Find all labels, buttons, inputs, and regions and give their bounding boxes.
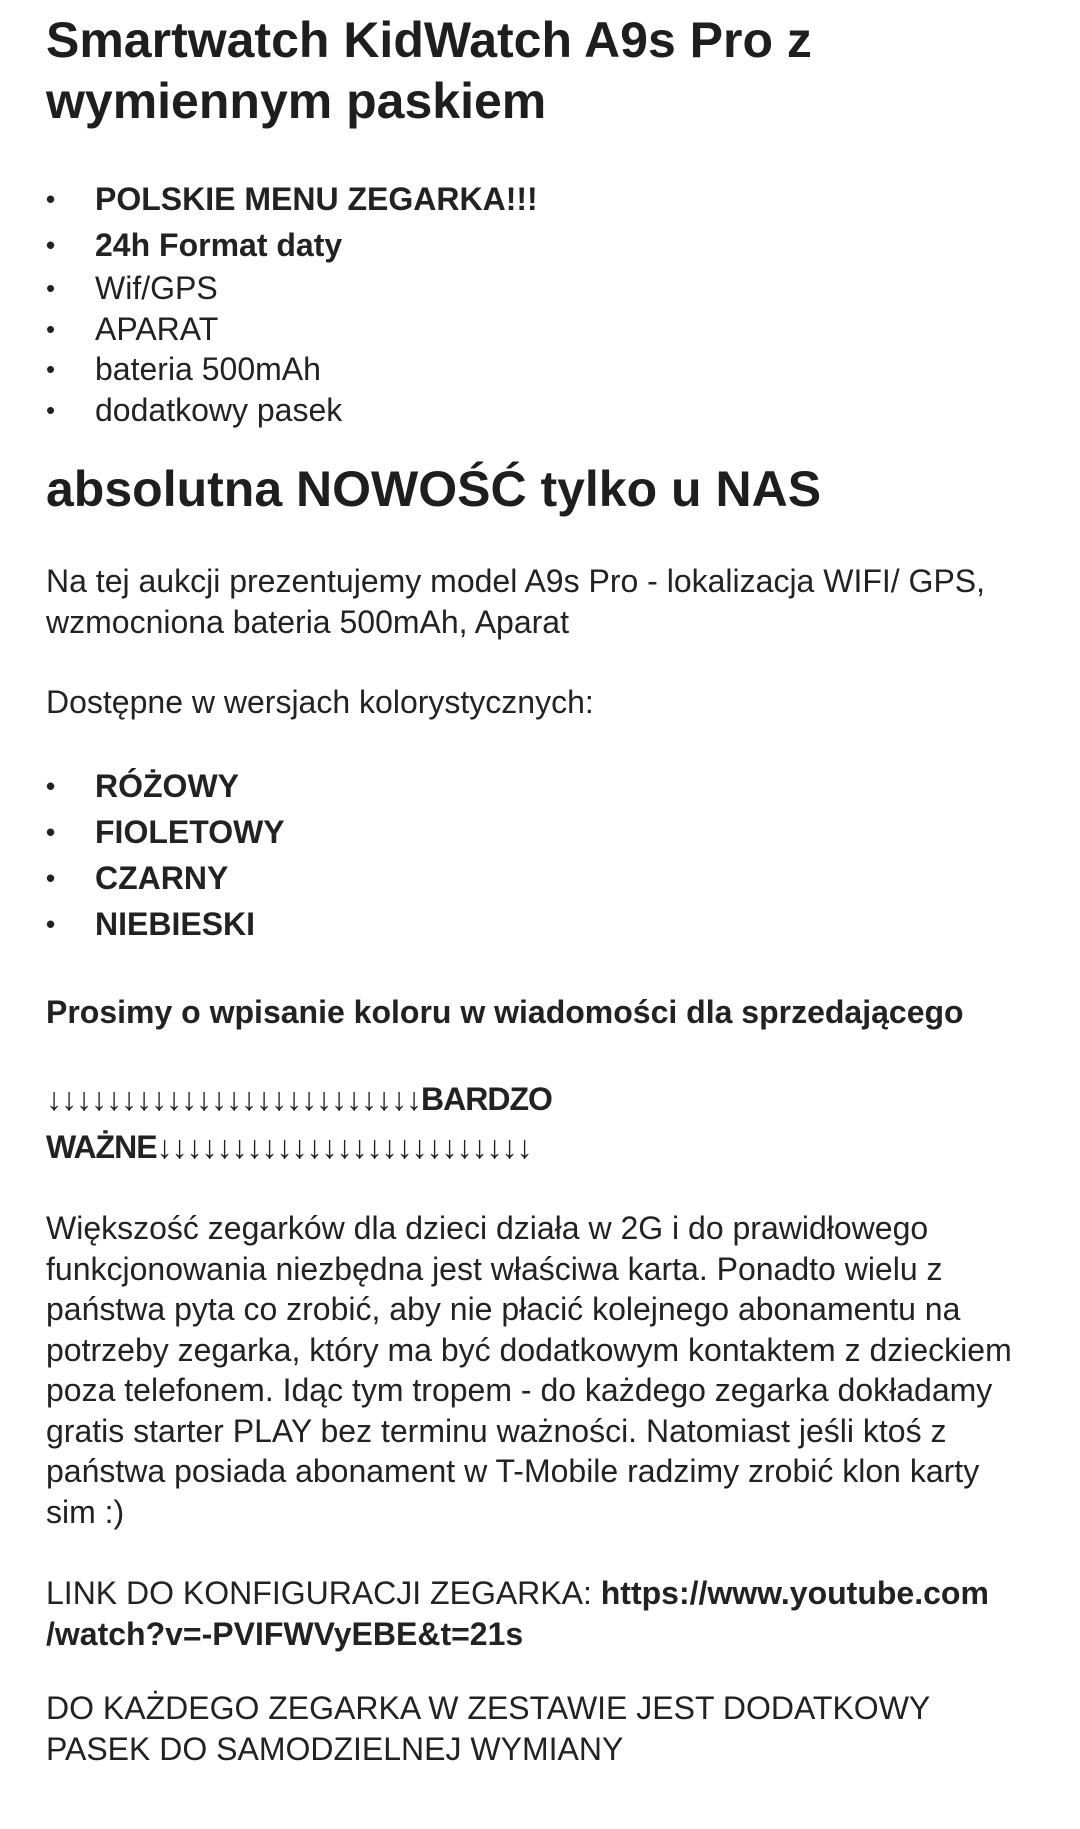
feature-item [46,309,1034,350]
sim-card-info: Większość zegarków dla dzieci działa w 2G i do prawidłowego funkcjonowania niezbędna jest właściwa karta. Ponadto wielu z państwa pyta co zrobić, aby nie płacić kolejnego abonamentu na potrzeby zegarka, który ma być dodatkowym kontaktem z dzieckiem poza telefonem. Idąc tym tropem - do każdego zegarka dokładamy gratis starter PLAY bez terminu ważności. Natomiast jeśli ktoś z państwa posiada abonament w T-Mobile radzimy zrobić klon karty sim :) [46,1210,1012,1530]
color-item [46,763,1034,809]
bullet-icon: • [46,184,56,214]
bullet-icon: • [46,394,56,425]
config-link-block [46,1573,1034,1654]
feature-text: 24h Format daty [95,227,343,263]
feature-item [46,176,1034,222]
color-text: RÓŻOWY [95,767,239,804]
color-request-note: Prosimy o wpisanie koloru w wiadomości dla sprzedającego [46,993,964,1030]
color-list [46,763,1034,947]
feature-item [46,349,1034,390]
available-colors-label: Dostępne w wersjach kolorystycznych: [46,684,594,720]
bullet-icon: • [46,908,56,939]
color-item [46,809,1034,855]
feature-text: APARAT [95,310,219,347]
page-title: Smartwatch KidWatch A9s Pro z wymiennym paskiem [46,12,812,129]
config-link-label: LINK DO KONFIGURACJI ZEGARKA: [46,1575,601,1611]
bullet-icon: • [46,354,56,384]
bullet-icon: • [46,770,56,801]
bullet-icon: • [46,230,56,260]
feature-text: bateria 500mAh [95,351,321,387]
feature-list [46,176,1034,430]
config-link-url[interactable]: https://www.youtube.com /watch?v=-PVIFWVyEBE&t=21s [46,1575,989,1652]
color-item [46,901,1034,947]
color-item [46,855,1034,901]
promo-headline: absolutna NOWOŚĆ tylko u NAS [46,461,822,517]
feature-item [46,268,1034,309]
bullet-icon: • [46,313,56,344]
extra-strap-note: DO KAŻDEGO ZEGARKA W ZESTAWIE JEST DODATKOWY PASEK DO SAMODZIELNEJ WYMIANY [46,1690,930,1767]
bullet-icon: • [46,273,56,303]
color-text: CZARNY [95,859,229,896]
feature-item [46,222,1034,268]
feature-text: dodatkowy pasek [95,391,343,428]
color-text: FIOLETOWY [95,813,285,850]
color-text: NIEBIESKI [95,905,256,942]
bullet-icon: • [46,862,56,893]
feature-item [46,390,1034,431]
bullet-icon: • [46,816,56,847]
feature-text: POLSKIE MENU ZEGARKA!!! [95,181,538,217]
feature-text: Wif/GPS [95,270,218,306]
intro-paragraph: Na tej aukcji prezentujemy model A9s Pro - lokalizacja WIFI/ GPS, wzmocniona bateria 500mAh, Aparat [46,563,986,640]
important-banner: ↓↓↓↓↓↓↓↓↓↓↓↓↓↓↓↓↓↓↓↓↓↓↓↓↓BARDZO WAŻNE↓↓↓↓↓↓↓↓↓↓↓↓↓↓↓↓↓↓↓↓↓↓↓↓↓ [46,1081,552,1165]
